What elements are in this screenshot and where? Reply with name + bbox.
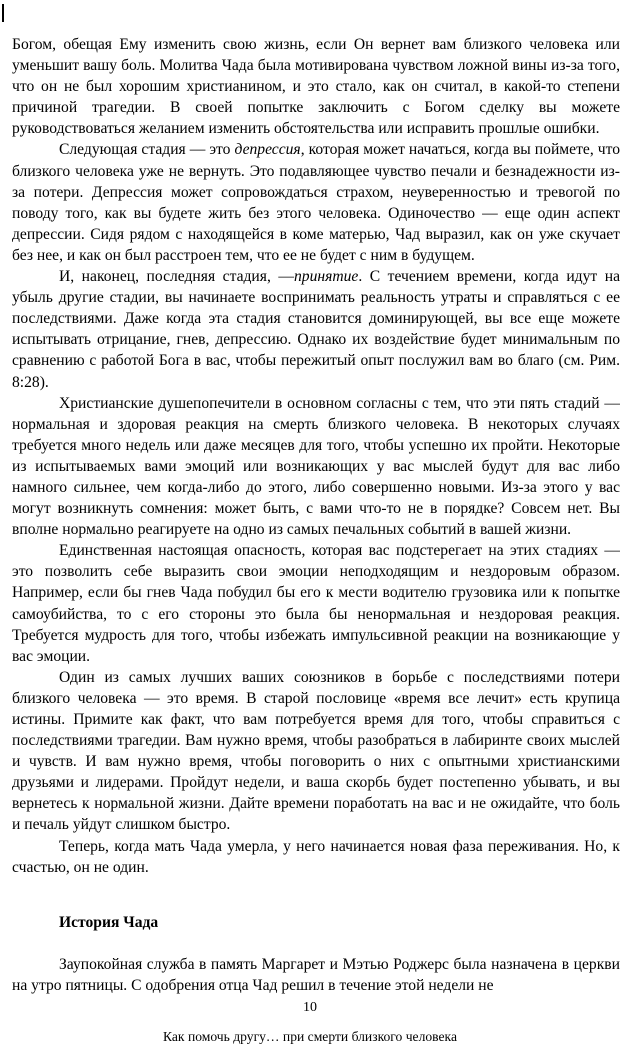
- running-footer: Как помочь другу… при смерти близкого человека: [163, 1029, 457, 1044]
- text-run: Христианские душепопечители в основном согласны с тем, что эти пять стадий — нормальная и здоровая реакция на смерть близкого человека. В некоторых случаях требуется много недель или даже месяцев для того, чтобы успешно их пройти. Некоторые из испытываемых вами эмоций или возникающих у вас мыслей будут для вас либо намного сильнее, чем когда-либо до этого, либо совершенно новыми. Из-за этого у вас могут возникнуть сомнения: может быть, с вами что-то не в порядке? Совсем нет. Вы вполне нормально реагируете на одно из самых печальных событий в вашей жизни.: [12, 394, 620, 539]
- paragraph: [12, 34, 620, 139]
- paragraph: [12, 393, 620, 541]
- text-run: И, наконец, последняя стадия, —: [59, 268, 294, 286]
- body-text-before-heading: [12, 34, 620, 878]
- text-run: Заупокойная служба в память Маргарет и Мэтью Роджерс была назначена в церкви на утро пятницы. С одобрения отца Чад решил в течение этой недели не: [12, 955, 620, 994]
- text-run: Следующая стадия — это: [59, 141, 235, 159]
- text-run: Единственная настоящая опасность, которая вас подстерегает на этих стадиях — это позволить себе выразить свои эмоции неподходящим и нездоровым образом. Например, если бы гнев Чада побудил бы его к мести водителю грузовика или к попытке самоубийства, то с его стороны это была бы ненормальная и нездоровая реакция. Требуется мудрость для того, чтобы избежать импульсивной реакции на возникающие у вас эмоции.: [12, 542, 620, 665]
- body-text-after-heading: [12, 954, 620, 996]
- page-body: [12, 34, 620, 996]
- text-run: Теперь, когда мать Чада умерла, у него начинается новая фаза переживания. Но, к счастью, он не один.: [12, 837, 620, 876]
- scan-edge-mark: [2, 4, 4, 22]
- italic-term: принятие: [293, 268, 359, 286]
- section-heading: История Чада: [59, 913, 159, 931]
- paragraph: [12, 139, 620, 266]
- page-number: 10: [303, 1000, 317, 1015]
- italic-term: депрессия: [234, 141, 301, 159]
- text-run: Один из самых лучших ваших союзников в борьбе с последствиями потери близкого человека — это время. В старой пословице «время все лечит» есть крупица истины. Примите как факт, что вам потребуется время для того, чтобы справиться с последствиями трагедии. Вам нужно время, чтобы разобраться в лабиринте своих мыслей и чувств. И вам нужно время, чтобы поговорить о них с опытными христианскими друзьями и лидерами. Пройдут недели, и ваша скорбь будет постепенно убывать, и вы вернетесь к нормальной жизни. Дайте времени поработать на вас и не ожидайте, что боль и печаль уйдут слишком быстро.: [12, 668, 620, 834]
- text-run: . С течением времени, когда идут на убыль другие стадии, вы начинаете воспринимать реальность утраты и справляться с ее последствиями. Даже когда эта стадия становится доминирующей, вы все еще можете испытывать отрицание, гнев, депрессию. Однако их воздействие будет минимальным по сравнению с работой Бога в вас, чтобы пережитый опыт послужил вам во благо (см. Рим. 8:28).: [12, 268, 620, 391]
- paragraph: [12, 667, 620, 836]
- paragraph: [12, 954, 620, 996]
- paragraph: [12, 266, 620, 393]
- paragraph: [12, 540, 620, 667]
- text-run: Богом, обещая Ему изменить свою жизнь, если Он вернет вам близкого человека или уменьшит вашу боль. Молитва Чада была мотивирована чувством ложной вины из-за того, что он не был хорошим христианином, и это стало, как он считал, в какой-то степени причиной трагедии. В своей попытке заключить с Богом сделку вы можете руководствоваться желанием изменить обстоятельства или исправить прошлые ошибки.: [12, 36, 620, 138]
- paragraph: [12, 836, 620, 878]
- text-run: , которая может начаться, когда вы поймете, что близкого человека уже не вернуть. Это подавляющее чувство печали и безнадежности из-за потери. Депрессия может сопровождаться страхом, неуверенностью и тревогой по поводу того, как вы будете жить без этого человека. Одиночество — еще один аспект депрессии. Сидя рядом с находящейся в коме матерью, Чад выразил, как он уже скучает без нее, и как он был расстроен тем, что ее не будет с ним в будущем.: [12, 141, 620, 264]
